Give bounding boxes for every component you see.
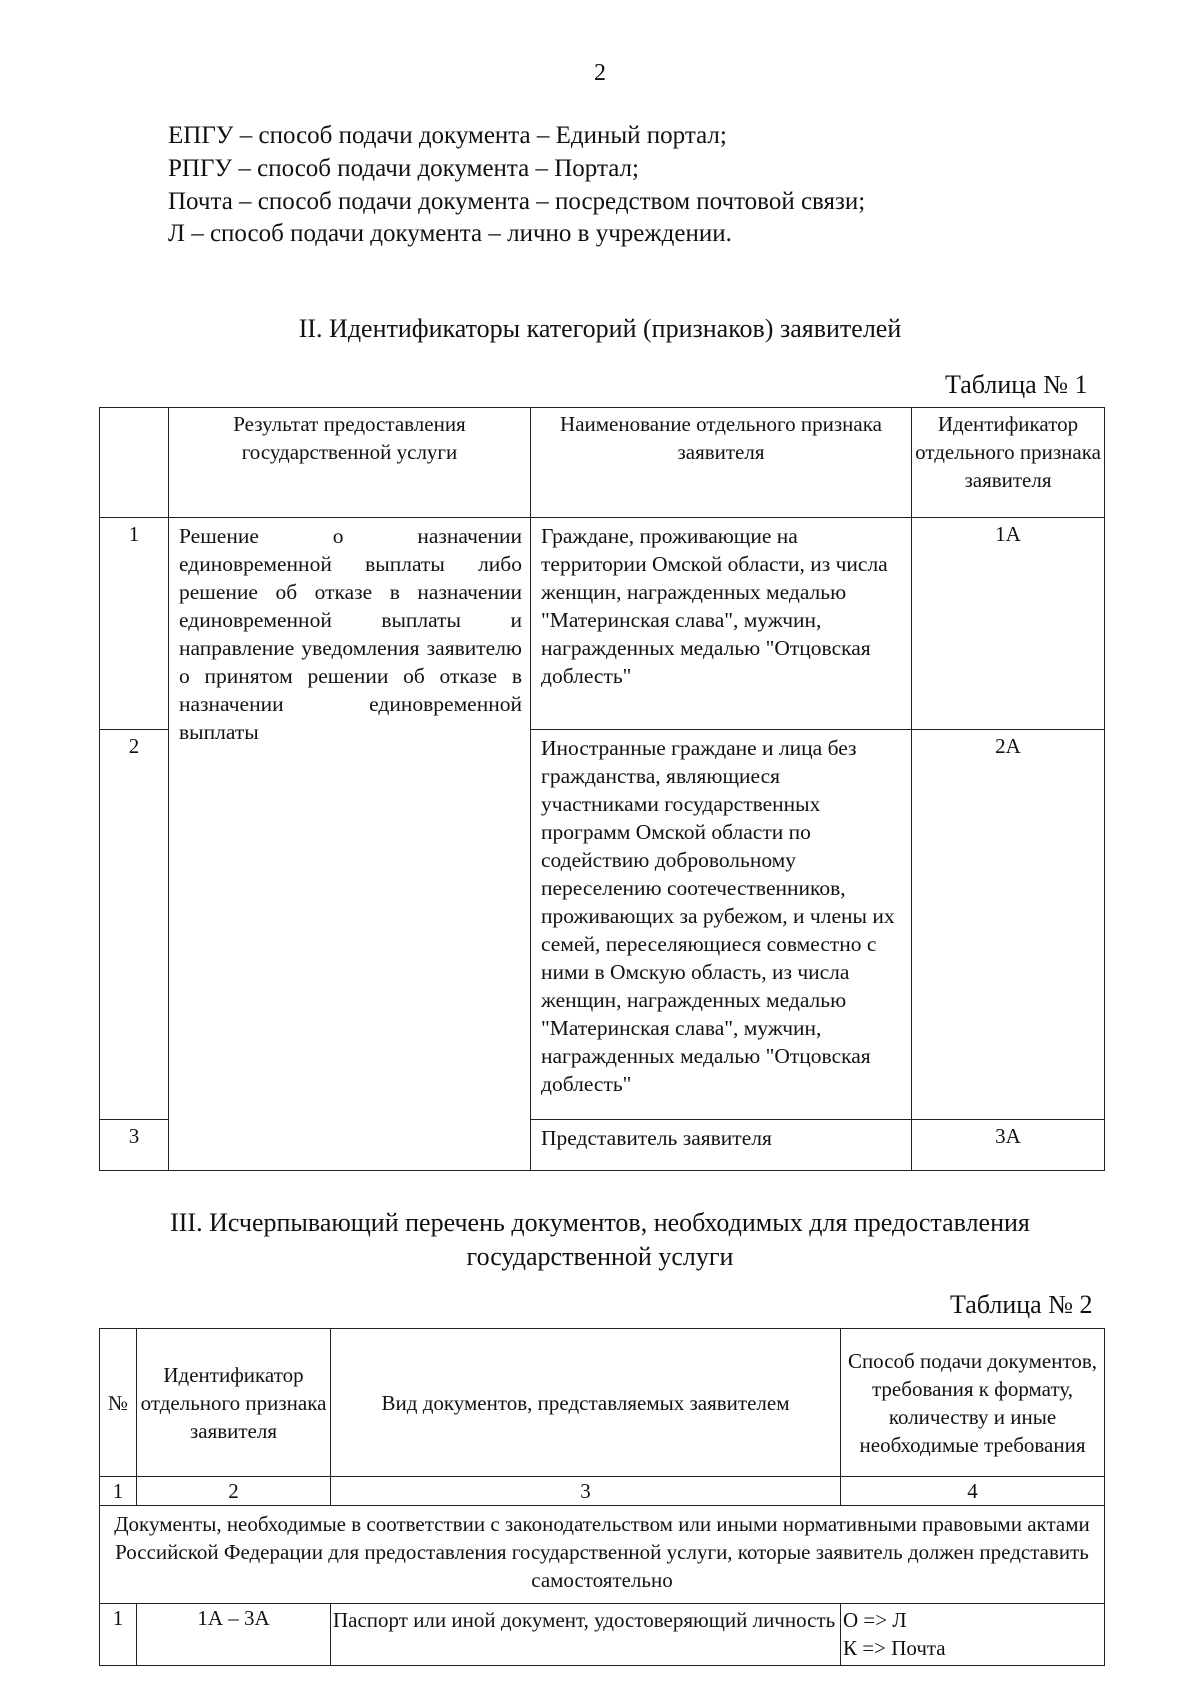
table-2-header-method: Способ подачи документов, требования к формату, количеству и иные необходимые требования — [841, 1329, 1105, 1477]
table-2-column-number-4: 4 — [841, 1477, 1105, 1506]
table-2-header-num: № — [100, 1329, 137, 1477]
table-2-row-1-num: 1 — [100, 1604, 137, 1666]
table-1-row-3-name: Представитель заявителя — [531, 1120, 912, 1171]
table-1 — [99, 407, 1105, 1171]
page-number: 2 — [594, 60, 606, 86]
section-3-title-line-1: III. Исчерпывающий перечень документов, необходимых для предоставления — [170, 1208, 1030, 1237]
table-1-row-2-num: 2 — [100, 730, 169, 1120]
table-1-row-3-id: 3А — [912, 1120, 1105, 1171]
table-1-result-cell: Решение о назначении единовременной выплаты либо решение об отказе в назначении единовременной выплаты и направление уведомления заявителю о принятом решении об отказе в назначении единовременной выплаты — [169, 518, 531, 1171]
table-2-column-number-1: 1 — [100, 1477, 137, 1506]
definition-lichno: Л – способ подачи документа – лично в учреждении. — [168, 220, 732, 247]
table-1-header-result: Результат предоставления государственной услуги — [169, 408, 531, 518]
table-1-caption: Таблица № 1 — [945, 370, 1088, 399]
table-2-caption: Таблица № 2 — [950, 1290, 1093, 1319]
table-2-row-1-method-line-1: О => Л — [843, 1608, 907, 1632]
table-1-header-num — [100, 408, 169, 518]
table-1-row-1-name: Граждане, проживающие на территории Омской области, из числа женщин, награжденных медалью "Материнская слава", мужчин, награжденных медалью "Отцовская доблесть" — [531, 518, 912, 730]
table-2-column-number-2: 2 — [137, 1477, 331, 1506]
table-1-header-identifier: Идентификатор отдельного признака заявителя — [912, 408, 1105, 518]
table-2-row-1-ident: 1А – 3А — [137, 1604, 331, 1666]
table-2-column-number-3: 3 — [331, 1477, 841, 1506]
table-2-row-1-method — [841, 1604, 1105, 1666]
table-2-row-1-doc: Паспорт или иной документ, удостоверяющий личность — [331, 1604, 841, 1666]
table-1-header-name: Наименование отдельного признака заявителя — [531, 408, 912, 518]
table-1-row-1-id: 1А — [912, 518, 1105, 730]
table-2-group-title: Документы, необходимые в соответствии с законодательством или иными нормативными правовыми актами Российской Федерации для предоставления государственной услуги, которые заявитель должен представить самостоятельно — [100, 1506, 1105, 1604]
table-2-row-1-method-line-2: К => Почта — [843, 1636, 946, 1660]
table-2-header-identifier: Идентификатор отдельного признака заявителя — [137, 1329, 331, 1477]
section-3-title-line-2: государственной услуги — [466, 1242, 734, 1271]
table-1-row-2-id: 2А — [912, 730, 1105, 1120]
table-1-row-2-name: Иностранные граждане и лица без гражданства, являющиеся участниками государственных программ Омской области по содействию добровольному переселению соотечественников, проживающих за рубежом, и члены их семей, переселяющиеся совместно с ними в Омскую область, из числа женщин, награжденных медалью "Материнская слава", мужчин, награжденных медалью "Отцовская доблесть" — [531, 730, 912, 1120]
table-2 — [99, 1328, 1105, 1666]
section-2-title: II. Идентификаторы категорий (признаков) заявителей — [298, 314, 902, 343]
table-1-row-3-num: 3 — [100, 1120, 169, 1171]
definition-pochta: Почта – способ подачи документа – посредством почтовой связи; — [168, 188, 866, 215]
definition-epgu: ЕПГУ – способ подачи документа – Единый портал; — [168, 122, 727, 149]
definition-rpgu: РПГУ – способ подачи документа – Портал; — [168, 155, 639, 182]
table-1-row-1-num: 1 — [100, 518, 169, 730]
table-2-header-doc-type: Вид документов, представляемых заявителем — [331, 1329, 841, 1477]
